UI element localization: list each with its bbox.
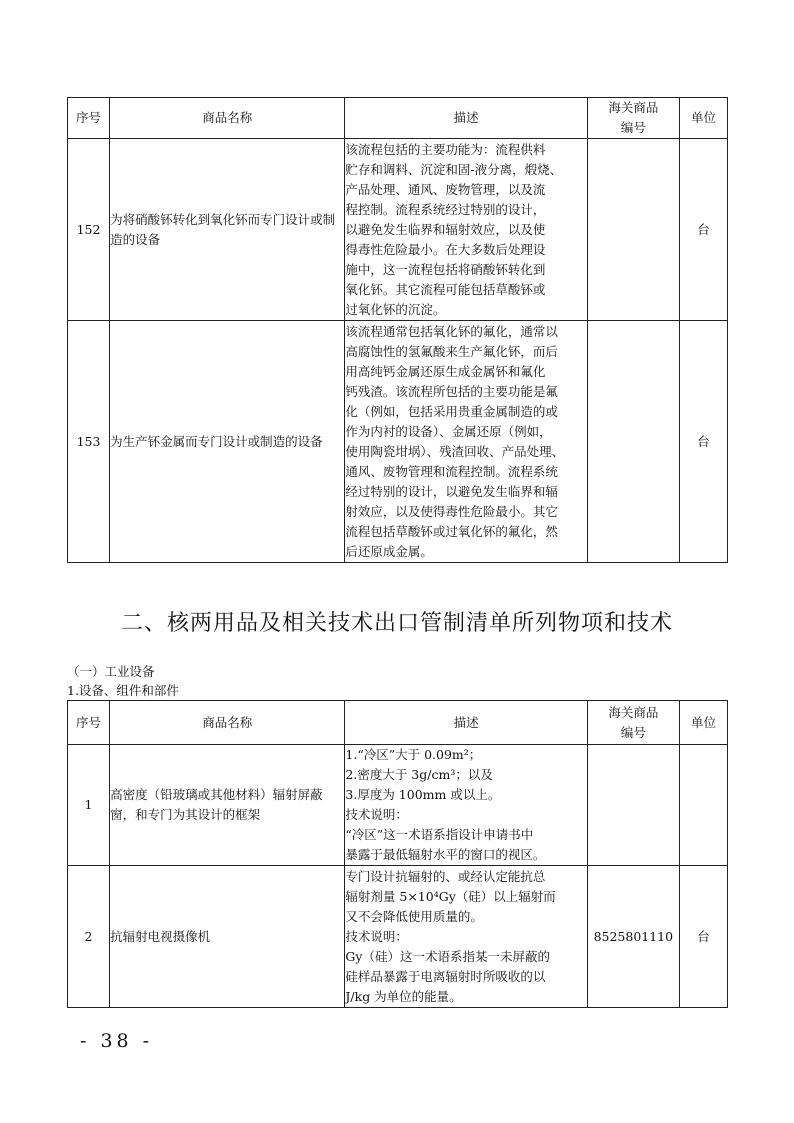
desc-line: 作为内衬的设备）、金属还原（例如， <box>345 423 552 439</box>
header-code <box>587 701 679 745</box>
desc-line: 该流程包括的主要功能为：流程供料 <box>345 141 546 157</box>
desc-line: 专门设计抗辐射的、或经认定能抗总 <box>345 868 546 884</box>
row-no: 2 <box>68 866 110 1008</box>
desc-line: 通风、废物管理和流程控制。流程系统 <box>345 463 558 479</box>
desc-line: 得毒性危险最小。在大多数后处理设 <box>345 241 546 257</box>
desc-line: 氧化钚。其它流程可能包括草酸钚或 <box>345 281 546 297</box>
header-code-line1: 海关商品 <box>608 704 659 720</box>
row-no: 152 <box>68 139 110 321</box>
header-unit: 单位 <box>679 701 727 745</box>
desc-line: 以避免发生临界和辐射效应，以及使 <box>345 221 546 237</box>
desc-line: 钙残渣。该流程所包括的主要功能是氟 <box>345 383 558 399</box>
row-unit: 台 <box>679 866 727 1008</box>
table-row <box>68 321 728 563</box>
desc-line: 后还原成金属。 <box>345 543 433 559</box>
header-code-line1: 海关商品 <box>608 100 659 115</box>
desc-line: 1.“冷区”大于 0.09m²； <box>345 747 482 762</box>
row-code <box>587 745 679 866</box>
table-row <box>68 866 728 1008</box>
desc-line: 硅样品暴露于电离辐射时所吸收的以 <box>345 968 546 984</box>
desc-line: J/kg 为单位的能量。 <box>345 988 462 1004</box>
desc-line: 经过特别的设计，以避免发生临界和辐 <box>345 483 558 499</box>
header-name: 商品名称 <box>110 701 345 745</box>
row-unit: 台 <box>679 139 727 321</box>
header-code <box>587 98 679 139</box>
desc-line: 流程包括草酸钚或过氧化钚的氟化，然 <box>345 523 558 539</box>
desc-line: 技术说明： <box>345 807 408 822</box>
subsection-subheading: 1.设备、组件和部件 <box>67 683 179 698</box>
table-header-row <box>68 701 728 745</box>
header-desc: 描述 <box>345 98 587 139</box>
desc-line: 技术说明： <box>345 928 408 944</box>
header-code-line2: 编号 <box>620 120 646 135</box>
desc-line: 用高纯钙金属还原生成金属钚和氟化 <box>345 363 546 379</box>
row-no: 1 <box>68 745 110 866</box>
row-name: 为将硝酸钚转化到氧化钚而专门设计或制造的设备 <box>110 139 345 321</box>
header-desc: 描述 <box>345 701 587 745</box>
desc-line: 使用陶瓷坩埚）、残渣回收、产品处理、 <box>345 443 565 459</box>
desc-line: “冷区”这一术语系指设计申请书中 <box>345 827 534 842</box>
table-row <box>68 139 728 321</box>
row-name: 高密度（铅玻璃或其他材料）辐射屏蔽窗，和专门为其设计的框架 <box>110 745 345 866</box>
desc-line: 程控制。流程系统经过特别的设计， <box>345 201 546 217</box>
subsection-heading: （一）工业设备 <box>67 664 155 679</box>
table-header-row <box>68 98 728 139</box>
row-code <box>587 139 679 321</box>
desc-line: 过氧化钚的沉淀。 <box>345 301 446 317</box>
header-no: 序号 <box>68 98 110 139</box>
desc-line: 贮存和调料、沉淀和固-液分离，煅烧、 <box>345 161 563 177</box>
header-name: 商品名称 <box>110 98 345 139</box>
desc-line: 该流程通常包括氧化钚的氟化，通常以 <box>345 323 558 339</box>
desc-line: 辐射剂量 5×10⁴Gy（硅）以上辐射而 <box>345 888 556 904</box>
row-code <box>587 321 679 563</box>
goods-table-continued <box>67 97 728 563</box>
desc-line: Gy（硅）这一术语系指某一未屏蔽的 <box>345 948 550 964</box>
header-code-line2: 编号 <box>620 724 646 740</box>
header-no: 序号 <box>68 701 110 745</box>
header-unit: 单位 <box>679 98 727 139</box>
table-row <box>68 745 728 866</box>
row-desc <box>345 139 587 321</box>
row-name: 为生产钚金属而专门设计或制造的设备 <box>110 321 345 563</box>
desc-line: 2.密度大于 3g/cm³；以及 <box>345 767 493 782</box>
row-desc <box>345 866 587 1008</box>
desc-line: 高腐蚀性的氢氟酸来生产氟化钚，而后 <box>345 343 558 359</box>
row-unit: 台 <box>679 321 727 563</box>
row-code: 8525801110 <box>587 866 679 1008</box>
row-name: 抗辐射电视摄像机 <box>110 866 345 1008</box>
desc-line: 射效应，以及使得毒性危险最小。其它 <box>345 503 558 519</box>
page-number: - 38 - <box>80 1030 154 1052</box>
goods-table <box>67 700 728 1008</box>
row-desc <box>345 321 587 563</box>
desc-line: 又不会降低使用质量的。 <box>345 908 483 924</box>
row-no: 153 <box>68 321 110 563</box>
section-title: 二、核两用品及相关技术出口管制清单所列物项和技术 <box>120 611 673 636</box>
desc-line: 产品处理、通风、废物管理，以及流 <box>345 181 546 197</box>
desc-line: 3.厚度为 100mm 或以上。 <box>345 787 501 802</box>
desc-line: 暴露于最低辐射水平的窗口的视区。 <box>345 847 546 862</box>
row-desc <box>345 745 587 866</box>
desc-line: 化（例如，包括采用贵重金属制造的或 <box>345 403 558 419</box>
row-unit <box>679 745 727 866</box>
desc-line: 施中，这一流程包括将硝酸钚转化到 <box>345 261 546 277</box>
